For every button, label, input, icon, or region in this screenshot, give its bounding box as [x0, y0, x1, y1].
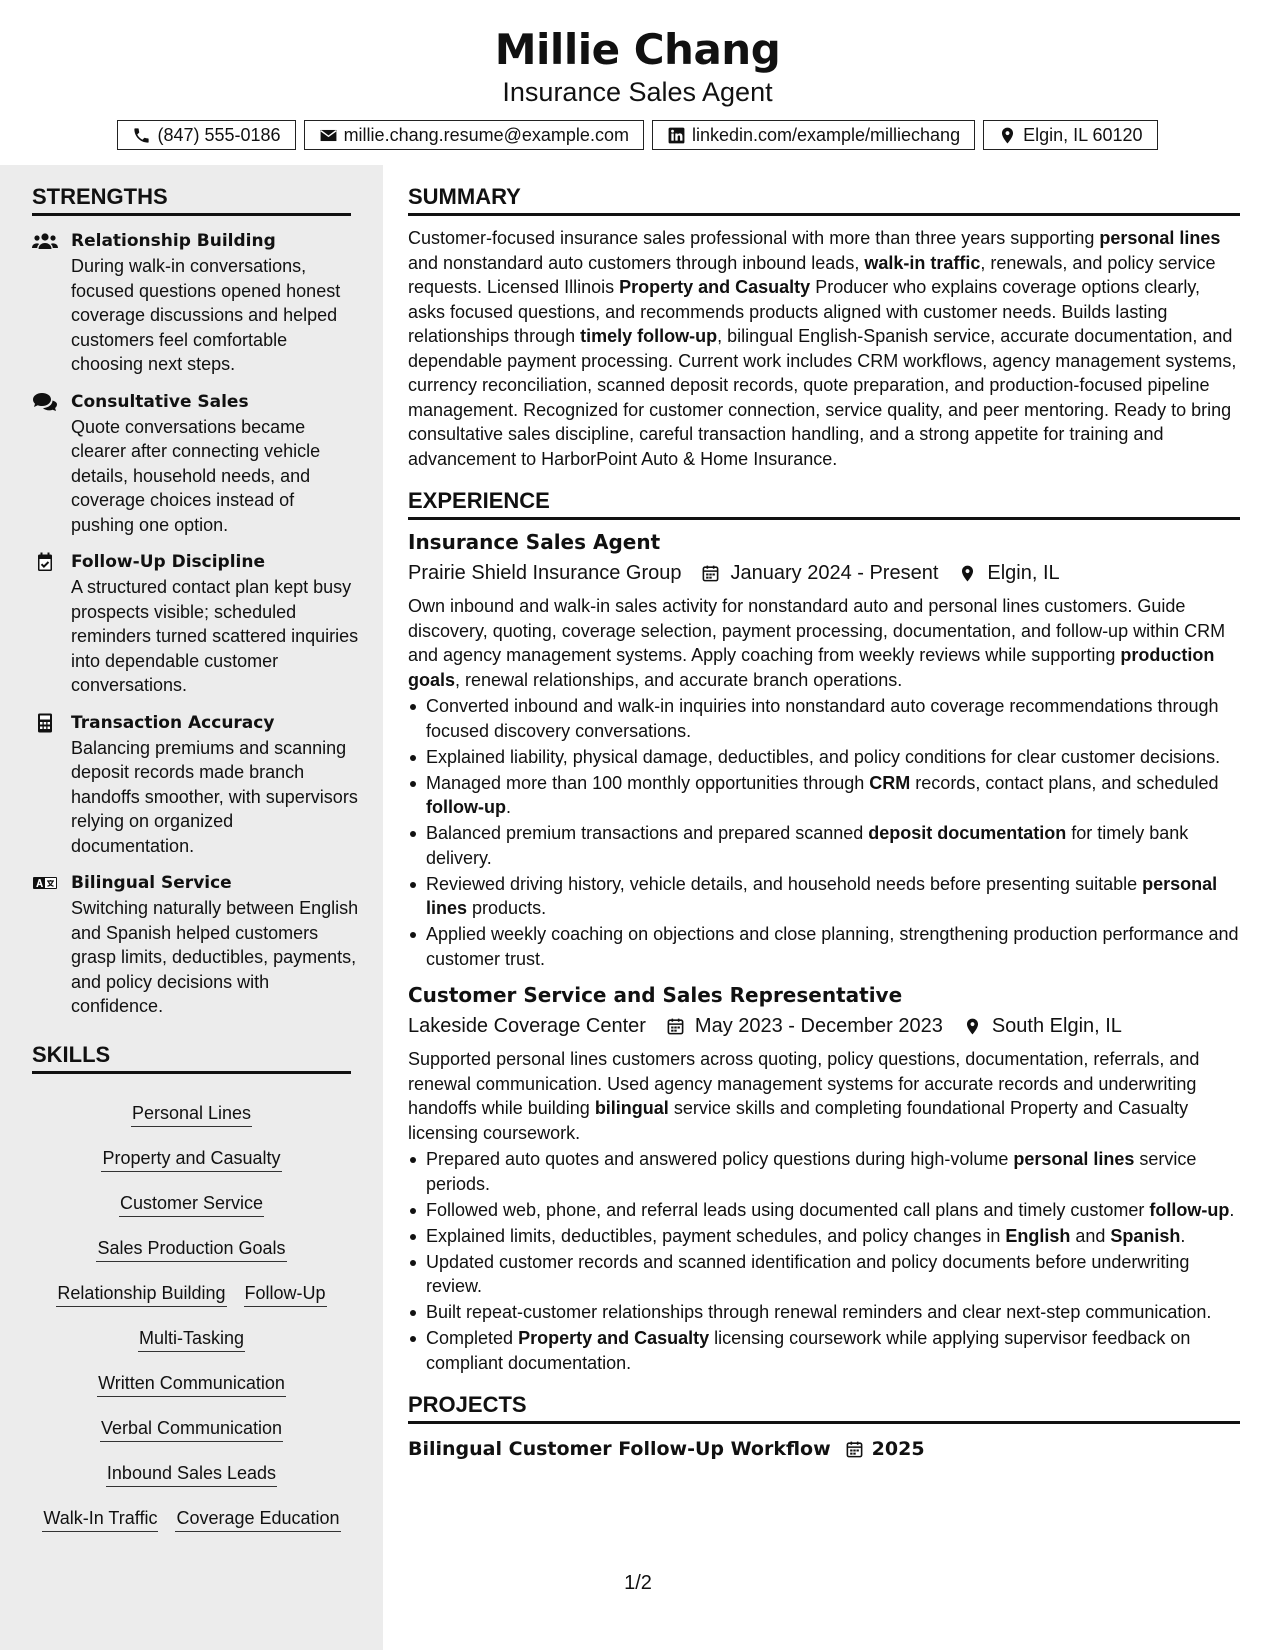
text-run: . [1229, 1199, 1235, 1220]
candidate-name: Millie Chang [494, 25, 781, 74]
text-run: Reviewed driving history, vehicle details, and household needs before presenting suitable [426, 873, 1143, 894]
bold-text: deposit documentation [868, 823, 1067, 843]
text-run: Managed more than 100 monthly opportunities through [426, 772, 870, 793]
job-location: Elgin, IL [987, 562, 1060, 584]
bold-text: CRM [869, 772, 911, 793]
text-run: , renewals, and policy service requests. Licensed Illinois [408, 252, 1216, 297]
bullet-item [408, 694, 1240, 743]
job-meta [408, 558, 1240, 588]
text-run: Updated customer records and scanned identification and policy documents before underwriting review. [426, 1251, 1190, 1296]
project-year: 2025 [871, 1438, 925, 1460]
contact-phone[interactable] [117, 120, 295, 150]
bullet-item [408, 1198, 1240, 1223]
contact-email[interactable] [304, 120, 644, 150]
envelope-icon [319, 126, 338, 145]
linkedin-icon [667, 126, 686, 145]
bullet-item [408, 771, 1240, 820]
text-run: Built repeat-customer relationships through renewal reminders and clear next-step communication. [426, 1302, 1212, 1322]
project-name: Bilingual Customer Follow-Up Workflow [408, 1438, 831, 1460]
skill-tag: Multi-Tasking [138, 1326, 245, 1352]
job-description [408, 594, 1240, 692]
strength-name: Follow-Up Discipline [71, 552, 266, 572]
page-number: 1/2 [624, 1572, 652, 1594]
main-content [408, 165, 1240, 1462]
bold-text: timely follow-up [580, 326, 718, 346]
strength-item [0, 389, 383, 538]
strength-item [0, 710, 383, 859]
skill-tag: Follow-Up [244, 1281, 327, 1307]
bold-text: bilingual [594, 1098, 669, 1118]
bullet-item [408, 1224, 1240, 1249]
calendar-check-icon [32, 552, 58, 572]
text-run: Followed web, phone, and referral leads using documented call plans and timely customer [426, 1199, 1150, 1220]
summary-heading: SUMMARY [408, 183, 1240, 216]
text-run: Applied weekly coaching on objections and close planning, strengthening production performance and customer trust. [426, 924, 1239, 969]
bold-text: personal lines [1013, 1149, 1135, 1169]
skill-tag: Sales Production Goals [96, 1236, 286, 1262]
bullet-item [408, 1326, 1240, 1375]
text-run: Completed [426, 1328, 519, 1348]
skill-tag: Coverage Education [175, 1506, 340, 1532]
text-run: and nonstandard auto customers through inbound leads, [408, 252, 865, 273]
map-pin-icon [958, 564, 977, 583]
calculator-icon [32, 713, 58, 733]
text-run: , bilingual English-Spanish service, accurate documentation, and dependable payment processing. Current work includes CRM workflows, agency management systems, currency reconciliation, scanned deposit records, quote preparation, and production-focused pipeline management. Recognized for customer connection, service quality, and peer mentoring. Ready to bring consultative sales discipline, careful transaction handling, and a strong appetite for training and advancement to HarborPoint Auto & Home Insurance. [408, 326, 1237, 469]
strength-description: Switching naturally between English and Spanish helped customers grasp limits, deductibles, payments, and policy decisions with confidence. [71, 898, 359, 1016]
skill-tag: Personal Lines [131, 1101, 252, 1127]
text-run: products. [467, 898, 547, 918]
job-bullets [408, 694, 1240, 971]
strengths-heading: STRENGTHS [32, 183, 351, 216]
bold-text: follow-up [426, 797, 506, 817]
job-meta [408, 1011, 1240, 1041]
text-run: and [1070, 1225, 1111, 1246]
contact-text: linkedin.com/example/milliechang [691, 124, 961, 145]
resume-header [0, 0, 1275, 165]
bullet-item [408, 1300, 1240, 1325]
strength-description: Balancing premiums and scanning deposit records made branch handoffs smoother, with supervisors relying on organized documentation. [71, 737, 358, 856]
text-run: Balanced premium transactions and prepared scanned [426, 823, 869, 843]
contact-text: (847) 555-0186 [157, 124, 281, 145]
text-run: service periods. [426, 1149, 1197, 1194]
bullet-item [408, 922, 1240, 971]
chat-bubbles-icon [32, 392, 58, 412]
contact-location[interactable] [983, 120, 1157, 150]
strength-name: Consultative Sales [71, 391, 249, 412]
job-dates: January 2024 - Present [730, 562, 939, 584]
skills-heading: SKILLS [32, 1041, 351, 1074]
bold-text: production goals [408, 645, 1215, 690]
bold-text: Property and Casualty [518, 1328, 710, 1348]
text-run: . [1180, 1225, 1186, 1246]
text-run: licensing coursework while applying supervisor feedback on compliant documentation. [426, 1328, 1191, 1373]
users-icon [32, 231, 58, 251]
experience-heading: EXPERIENCE [408, 487, 1240, 520]
job-dates: May 2023 - December 2023 [694, 1015, 943, 1037]
contact-text: millie.chang.resume@example.com [343, 124, 629, 145]
text-run: Explained limits, deductibles, payment schedules, and policy changes in [426, 1225, 1006, 1246]
phone-icon [132, 126, 151, 145]
bold-text: follow-up [1149, 1199, 1230, 1220]
bullet-item [408, 745, 1240, 770]
job-bullets [408, 1147, 1240, 1375]
map-pin-icon [998, 126, 1017, 145]
bold-text: personal lines [426, 873, 1218, 918]
contact-text: Elgin, IL 60120 [1023, 124, 1143, 145]
strength-name: Transaction Accuracy [71, 712, 275, 733]
strength-description: During walk-in conversations, focused questions opened honest coverage discussions and helped customers feel comfortable choosing next steps. [71, 256, 341, 374]
text-run: for timely bank delivery. [426, 823, 1189, 868]
bullet-item [408, 1147, 1240, 1196]
text-run: service skills and completing foundational Property and Casualty licensing coursework. [408, 1098, 1189, 1143]
calendar-icon [845, 1440, 864, 1459]
job-title: Customer Service and Sales Representative [408, 983, 903, 1007]
summary-text [408, 226, 1240, 471]
skill-tag: Relationship Building [56, 1281, 226, 1307]
text-run: , renewal relationships, and accurate branch operations. [455, 669, 903, 690]
job-location: South Elgin, IL [991, 1015, 1122, 1037]
contact-bar [0, 120, 1275, 150]
strength-name: Relationship Building [71, 231, 276, 251]
text-run: Converted inbound and walk-in inquiries into nonstandard auto coverage recommendations through focused discovery conversations. [426, 696, 1219, 741]
text-run: Explained liability, physical damage, deductibles, and policy conditions for clear customer decisions. [426, 746, 1221, 767]
job-title: Insurance Sales Agent [408, 530, 661, 554]
text-run: records, contact plans, and scheduled [910, 772, 1219, 793]
bold-text: personal lines [1099, 228, 1221, 248]
map-pin-icon [963, 1017, 982, 1036]
bullet-item [408, 821, 1240, 870]
strength-description: Quote conversations became clearer after connecting vehicle details, household needs, and coverage choices instead of pushing one option. [71, 416, 321, 535]
text-run: Producer who explains coverage options clearly, asks focused questions, and recommends products aligned with customer needs. Builds lasting relationships through [408, 277, 1201, 346]
job-description [408, 1047, 1240, 1145]
text-run: Prepared auto quotes and answered policy questions during high-volume [426, 1149, 1014, 1169]
bold-text: walk-in traffic [864, 252, 981, 273]
calendar-icon [666, 1017, 685, 1036]
language-icon [32, 873, 58, 893]
skill-tag: Inbound Sales Leads [106, 1461, 277, 1487]
project-entry [408, 1436, 1240, 1462]
bold-text: English [1005, 1225, 1071, 1246]
projects-heading: PROJECTS [408, 1391, 1240, 1424]
text-run: Customer-focused insurance sales professional with more than three years supporting [408, 228, 1100, 248]
strength-item [0, 228, 383, 377]
skills-list [32, 1082, 351, 1532]
skill-tag: Property and Casualty [101, 1146, 281, 1172]
text-run: . [505, 797, 511, 817]
contact-linkedin[interactable] [652, 120, 975, 150]
bold-text: Property and Casualty [619, 277, 811, 297]
text-run: Own inbound and walk-in sales activity for nonstandard auto and personal lines customers. Guide discovery, quoting, coverage selection, payment processing, documentation, and follow-up within CRM and agency management systems. Apply coaching from weekly reviews while supporting [408, 596, 1226, 665]
bold-text: Spanish [1110, 1225, 1181, 1246]
skill-tag: Walk-In Traffic [42, 1506, 158, 1532]
strength-item [0, 549, 383, 698]
job-entry [408, 528, 1240, 971]
strength-name: Bilingual Service [71, 873, 232, 893]
skill-tag: Written Communication [97, 1371, 286, 1397]
skill-tag: Customer Service [119, 1191, 264, 1217]
sidebar [0, 165, 383, 1650]
candidate-title: Insurance Sales Agent [502, 77, 773, 107]
job-entry [408, 981, 1240, 1375]
calendar-icon [701, 564, 720, 583]
strength-description: A structured contact plan kept busy prospects visible; scheduled reminders turned scattered inquiries into dependable customer conversations. [71, 577, 359, 695]
company-name: Prairie Shield Insurance Group [408, 562, 682, 584]
strength-item [0, 870, 383, 1019]
skill-tag: Verbal Communication [100, 1416, 283, 1442]
company-name: Lakeside Coverage Center [408, 1015, 646, 1037]
bullet-item [408, 1250, 1240, 1299]
text-run: Supported personal lines customers across quoting, policy questions, documentation, referrals, and renewal communication. Used agency management systems for accurate records and underwriting handoffs while building [408, 1049, 1200, 1118]
bullet-item [408, 872, 1240, 921]
